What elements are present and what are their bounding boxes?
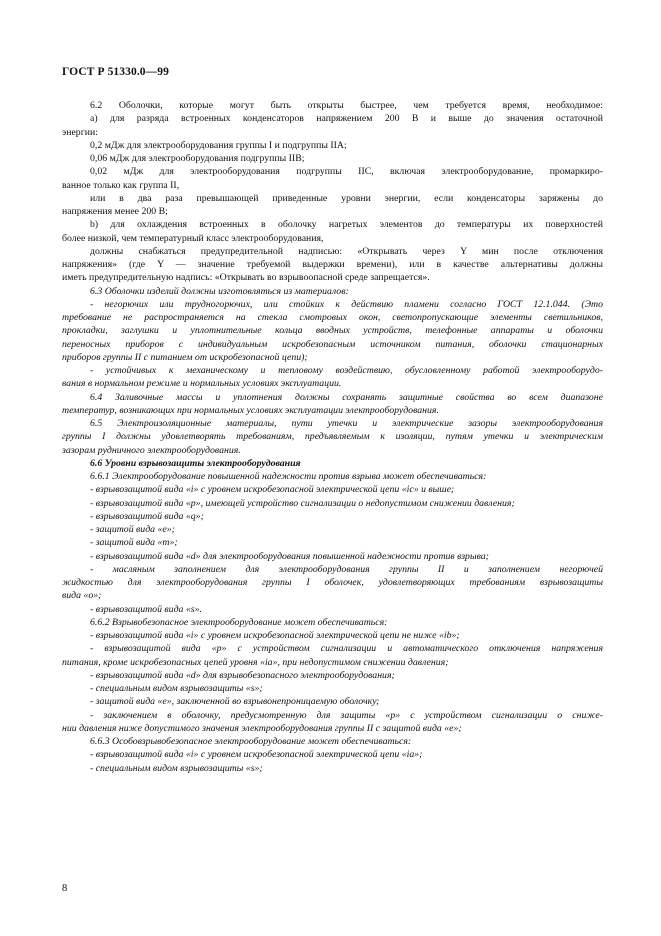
text-line-29: 6.6.1 Электрооборудование повышенной надежности против взрыва может обеспечиваться:: [90, 471, 487, 482]
text-line-26: группы I должны удовлетворять требованиям, предъявляемым к изоляции, путям утечки и электрическим: [62, 431, 603, 443]
text-line-5: 0,06 мДж для электрооборудования подгруппы IIB;: [90, 153, 305, 164]
text-line-30: - взрывозащитой вида «i» с уровнем искробезопасной электрической цепи «ic» и выше;: [90, 484, 455, 496]
text-line-51: - специальным видом взрывозащиты «s»;: [90, 762, 263, 774]
text-line-39: - взрывозащитой вида «s».: [90, 603, 202, 615]
text-line-38: вида «o»;: [62, 590, 102, 602]
text-line-31: - взрывозащитой вида «p», имеющей устройство сигнализации о недопустимом снижении давления;: [90, 497, 515, 509]
text-line-25: 6.5 Электроизоляционные материалы, пути утечки и электрические зазоры электрооборудования: [90, 418, 603, 429]
text-line-21: - устойчивых к механическому и тепловому воздействию, обусловленному работой электрооборудо-: [90, 365, 603, 376]
text-line-13: напряжения» (где Y — значение требуемой выдержки времени), или в качестве альтернативы должны: [62, 259, 603, 270]
text-line-43: питания, кроме искробезопасных цепей уровня «ia», при недопустимом снижении давления;: [62, 656, 449, 668]
page-number: 8: [62, 883, 68, 894]
text-line-40: 6.6.2 Взрывобезопасное электрооборудование может обеспечиваться:: [90, 616, 388, 628]
text-line-37: жидкостью для электрооборудования группы I оболочек, удовлетворяющих требованиям взрывозащиты: [62, 577, 603, 588]
text-line-4: 0,2 мДж для электрооборудования группы I и подгруппы IIA;: [90, 139, 347, 151]
text-line-16: - негорючих или трудногорючих, или стойких к действию пламени согласно ГОСТ 12.1.044. (Это: [90, 298, 603, 310]
document-header: ГОСТ Р 51330.0—99: [62, 66, 169, 78]
text-line-12: должны снабжаться предупредительной надписью: «Открывать через Y мин после отключения: [90, 245, 603, 257]
text-line-18: прокладки, заглушки и уплотнительные кольца вводных устройств, телефонные аппараты и оболочки: [62, 325, 603, 337]
text-line-3: энергии:: [62, 126, 98, 138]
text-line-42: - взрывозащитой вида «p» с устройством сигнализации и автоматического отключения напряжения: [90, 643, 603, 655]
text-line-47: - заключением в оболочку, предусмотренную для защиты «p» с устройством сигнализации о сниже-: [90, 709, 603, 721]
text-line-35: - взрывозащитой вида «d» для электрооборудования повышенной надежности против взрыва;: [90, 550, 489, 562]
text-line-41: - взрывозащитой вида «i» с уровнем искробезопасной электрической цепи не ниже «ib»;: [90, 630, 460, 641]
text-line-27: зазорам рудничного электрооборудования.: [62, 444, 241, 456]
text-line-11: более низкой, чем температурный класс электрооборудования,: [62, 232, 324, 244]
text-line-1: 6.2 Оболочки, которые могут быть открыты быстрее, чем требуется время, необходимое:: [90, 100, 603, 111]
text-line-44: - взрывозащитой вида «d» для взрывобезопасного электрооборудования;: [90, 669, 395, 681]
text-line-32: - взрывозащитой вида «q»;: [90, 510, 204, 522]
section-heading: 6.6 Уровни взрывозащиты электрооборудования: [90, 457, 301, 469]
text-line-46: - защитой вида «e», заключенной во взрывонепроницаемую оболочку;: [90, 696, 380, 708]
text-line-50: - взрывозащитой вида «i» с уровнем искробезопасной электрической цепи «ia»;: [90, 749, 423, 761]
text-line-7: ванное только как группа II,: [62, 179, 180, 191]
text-line-36: - масляным заполнением для электрооборудования группы II и заполнением негорючей: [90, 563, 603, 575]
text-line-48: нии давления ниже допустимого значения электрооборудования группы II с защитой вида «e»;: [62, 722, 462, 734]
text-line-49: 6.6.3 Особовзрывобезопасное электрооборудование может обеспечиваться:: [90, 736, 412, 747]
text-line-2: а) для разряда встроенных конденсаторов напряжением 200 В и выше до значения остаточной: [90, 113, 603, 125]
text-line-45: - специальным видом взрывозащиты «s»;: [90, 683, 263, 694]
text-line-33: - защитой вида «e»;: [90, 524, 175, 535]
text-line-9: напряжения менее 200 В;: [62, 206, 168, 217]
text-line-23: 6.4 Заливочные массы и уплотнения должны сохранять защитные свойства во всем диапазоне: [90, 391, 603, 403]
text-line-8: или в два раза превышающей приведенные уровни энергии, если конденсаторы заряжены до: [90, 192, 603, 204]
text-line-22: вания в нормальном режиме и нормальных условиях эксплуатации.: [62, 378, 342, 390]
text-line-15: 6.3 Оболочки изделий должны изготовляться из материалов:: [90, 285, 349, 297]
text-line-6: 0,02 мДж для электрооборудования подгруппы IIC, включая электрооборудование, промаркиро-: [90, 166, 603, 178]
text-line-20: приборов группы II с питанием от искробезопасной цепи);: [62, 351, 308, 363]
text-line-19: переносных приборов с индивидуальным искробезопасным источником питания, оболочки стационарных: [62, 338, 603, 350]
text-line-14: иметь предупредительную надпись: «Открывать во взрывоопасной среде запрещается».: [62, 272, 430, 284]
text-line-17: требование не распространяется на стекла смотровых окон, светопропускающие элементы светильников,: [62, 312, 603, 323]
text-line-10: b) для охлаждения встроенных в оболочку нагретых элементов до температуры их поверхностей: [90, 219, 603, 231]
document-body: [62, 99, 603, 775]
text-line-34: - защитой вида «т»;: [90, 537, 178, 549]
text-line-24: температур, возникающих при нормальных условиях эксплуатации электрооборудования.: [62, 404, 439, 416]
